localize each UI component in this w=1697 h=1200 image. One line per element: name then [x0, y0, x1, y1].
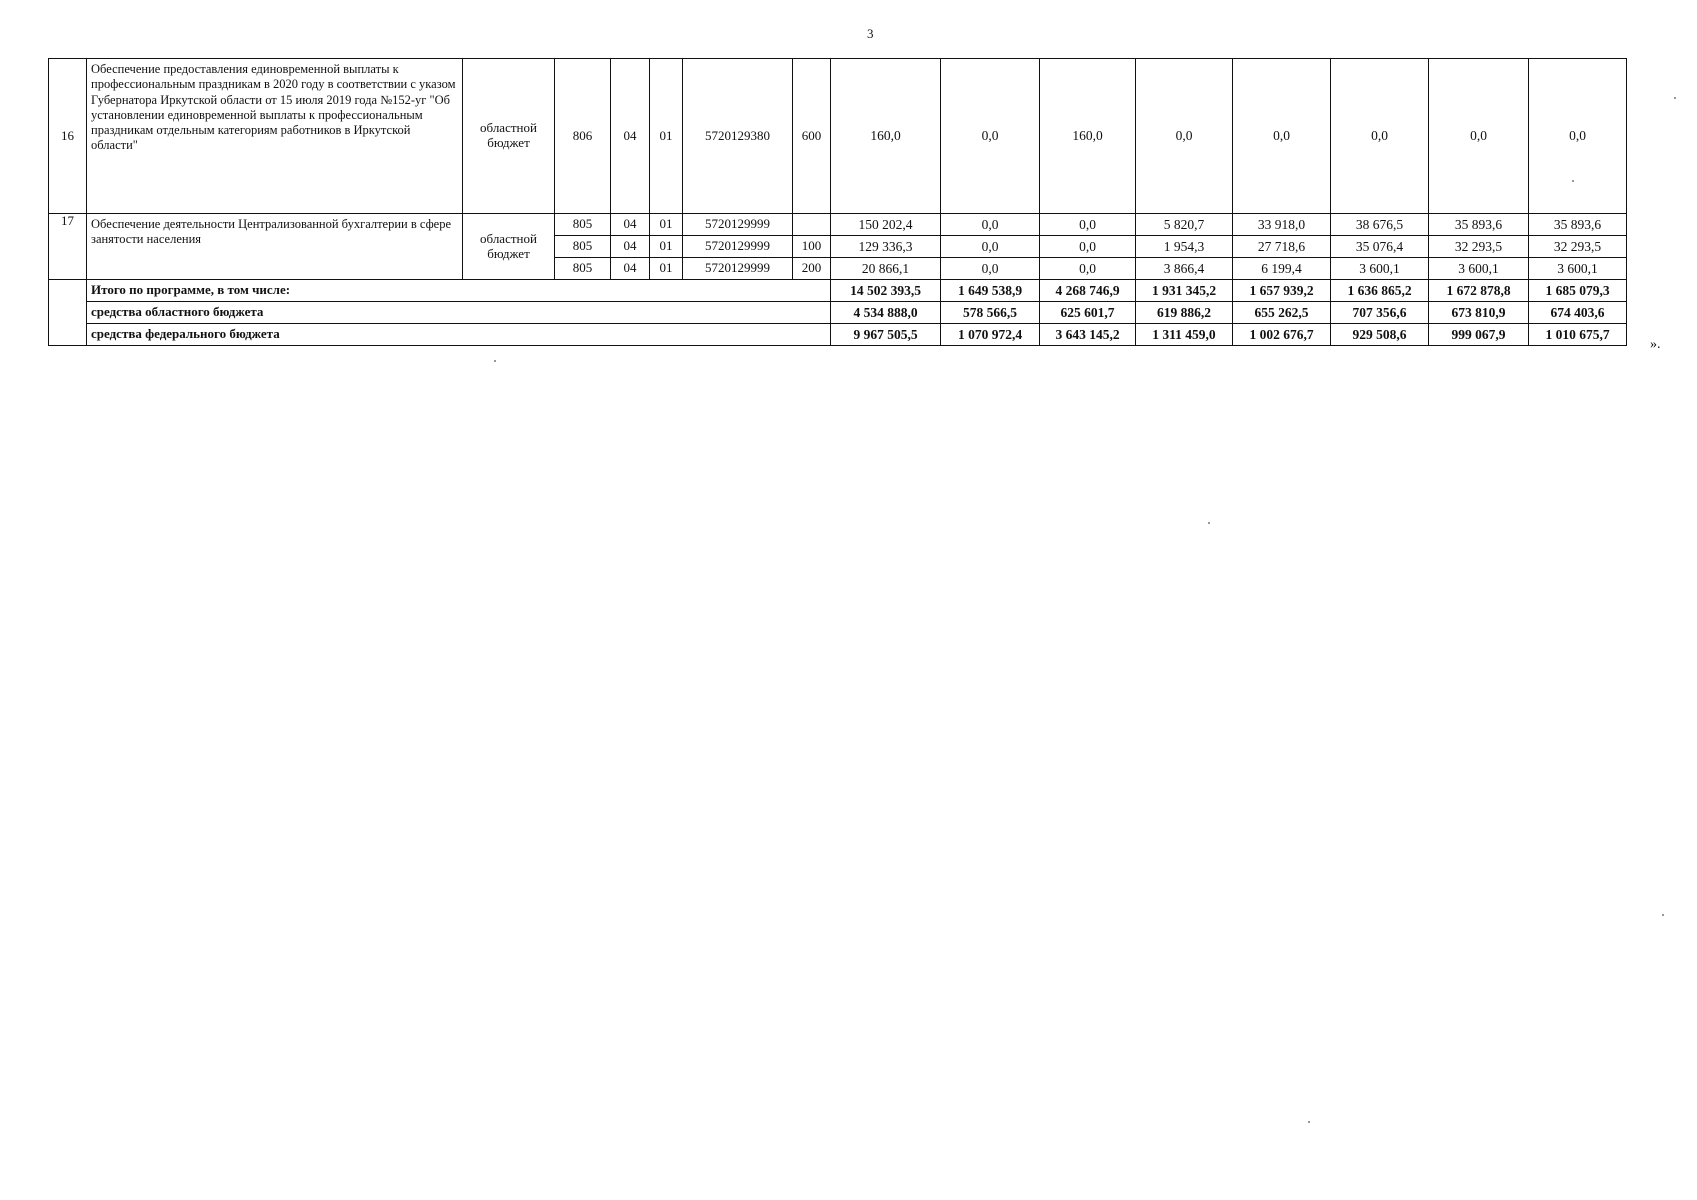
amount-year: 33 918,0 — [1233, 214, 1331, 236]
total-amount: 999 067,9 — [1429, 324, 1529, 346]
amount-year: 0,0 — [1331, 59, 1429, 214]
table-row — [49, 214, 1627, 236]
subsection-code: 01 — [650, 236, 683, 258]
target-item-code: 5720129999 — [683, 258, 793, 280]
total-amount: 1 636 865,2 — [1331, 280, 1429, 302]
total-amount: 1 010 675,7 — [1529, 324, 1627, 346]
grbs-code: 805 — [555, 258, 611, 280]
amount-year: 3 866,4 — [1136, 258, 1233, 280]
total-row — [49, 324, 1627, 346]
grbs-code: 805 — [555, 236, 611, 258]
total-amount: 707 356,6 — [1331, 302, 1429, 324]
total-amount: 929 508,6 — [1331, 324, 1429, 346]
expense-type-code — [793, 214, 831, 236]
scan-speck — [494, 360, 496, 362]
total-amount: 14 502 393,5 — [831, 280, 941, 302]
amount-year: 0,0 — [941, 236, 1040, 258]
target-item-code: 5720129999 — [683, 214, 793, 236]
amount-year: 3 600,1 — [1429, 258, 1529, 280]
total-amount: 4 534 888,0 — [831, 302, 941, 324]
expense-type-code: 200 — [793, 258, 831, 280]
total-amount: 1 931 345,2 — [1136, 280, 1233, 302]
total-label: средства областного бюджета — [87, 302, 831, 324]
section-code: 04 — [611, 236, 650, 258]
total-amount: 4 268 746,9 — [1040, 280, 1136, 302]
row-number: 17 — [49, 214, 87, 280]
row-number: 16 — [49, 59, 87, 214]
amount-year: 6 199,4 — [1233, 258, 1331, 280]
page-number: 3 — [867, 26, 874, 41]
amount-year: 0,0 — [941, 214, 1040, 236]
total-amount: 1 070 972,4 — [941, 324, 1040, 346]
amount-year: 0,0 — [1529, 59, 1627, 214]
amount-year: 1 954,3 — [1136, 236, 1233, 258]
funding-source: областной бюджет — [463, 214, 555, 280]
total-amount: 578 566,5 — [941, 302, 1040, 324]
amount-year: 3 600,1 — [1529, 258, 1627, 280]
amount-year: 38 676,5 — [1331, 214, 1429, 236]
amount-year: 5 820,7 — [1136, 214, 1233, 236]
section-code: 04 — [611, 59, 650, 214]
amount-total: 150 202,4 — [831, 214, 941, 236]
amount-year: 0,0 — [1233, 59, 1331, 214]
totals-blank-cell — [49, 280, 87, 346]
subsection-code: 01 — [650, 258, 683, 280]
budget-table — [48, 58, 1627, 346]
total-amount: 1 672 878,8 — [1429, 280, 1529, 302]
total-amount: 9 967 505,5 — [831, 324, 941, 346]
total-amount: 674 403,6 — [1529, 302, 1627, 324]
amount-year: 0,0 — [941, 59, 1040, 214]
total-label: средства федерального бюджета — [87, 324, 831, 346]
amount-year: 32 293,5 — [1529, 236, 1627, 258]
scan-speck — [1308, 1121, 1310, 1123]
measure-name: Обеспечение предоставления единовременной выплаты к профессиональным праздникам в 2020 году в соответствии с указом Губернатора Иркутской области от 15 июля 2019 года №152-уг "Об установлении единовременной выплаты к профессиональным праздникам отдельным категориям работников в Иркутской области" — [87, 59, 463, 214]
expense-type-code: 600 — [793, 59, 831, 214]
amount-year: 32 293,5 — [1429, 236, 1529, 258]
total-amount: 3 643 145,2 — [1040, 324, 1136, 346]
section-code: 04 — [611, 214, 650, 236]
section-code: 04 — [611, 258, 650, 280]
amount-year: 0,0 — [1040, 258, 1136, 280]
table-row — [49, 59, 1627, 214]
amount-total: 129 336,3 — [831, 236, 941, 258]
grbs-code: 805 — [555, 214, 611, 236]
closing-quote: ». — [1650, 337, 1661, 352]
total-amount: 1 002 676,7 — [1233, 324, 1331, 346]
amount-year: 27 718,6 — [1233, 236, 1331, 258]
total-amount: 625 601,7 — [1040, 302, 1136, 324]
amount-year: 35 893,6 — [1529, 214, 1627, 236]
amount-year: 35 893,6 — [1429, 214, 1529, 236]
amount-year: 0,0 — [1429, 59, 1529, 214]
amount-year: 35 076,4 — [1331, 236, 1429, 258]
amount-total: 20 866,1 — [831, 258, 941, 280]
scan-speck — [1572, 180, 1574, 182]
amount-year: 0,0 — [1040, 236, 1136, 258]
total-amount: 1 685 079,3 — [1529, 280, 1627, 302]
total-amount: 1 649 538,9 — [941, 280, 1040, 302]
target-item-code: 5720129380 — [683, 59, 793, 214]
target-item-code: 5720129999 — [683, 236, 793, 258]
total-amount: 1 311 459,0 — [1136, 324, 1233, 346]
scan-speck — [1674, 97, 1676, 99]
scan-speck — [1662, 914, 1664, 916]
subsection-code: 01 — [650, 214, 683, 236]
amount-year: 0,0 — [941, 258, 1040, 280]
amount-year: 0,0 — [1136, 59, 1233, 214]
scan-speck — [1208, 522, 1210, 524]
subsection-code: 01 — [650, 59, 683, 214]
measure-name: Обеспечение деятельности Централизованной бухгалтерии в сфере занятости населения — [87, 214, 463, 280]
grbs-code: 806 — [555, 59, 611, 214]
total-amount: 1 657 939,2 — [1233, 280, 1331, 302]
amount-year: 0,0 — [1040, 214, 1136, 236]
amount-year: 3 600,1 — [1331, 258, 1429, 280]
funding-source: областной бюджет — [463, 59, 555, 214]
total-amount: 655 262,5 — [1233, 302, 1331, 324]
amount-year: 160,0 — [1040, 59, 1136, 214]
expense-type-code: 100 — [793, 236, 831, 258]
total-label: Итого по программе, в том числе: — [87, 280, 831, 302]
total-row — [49, 302, 1627, 324]
amount-total: 160,0 — [831, 59, 941, 214]
total-row — [49, 280, 1627, 302]
total-amount: 619 886,2 — [1136, 302, 1233, 324]
total-amount: 673 810,9 — [1429, 302, 1529, 324]
